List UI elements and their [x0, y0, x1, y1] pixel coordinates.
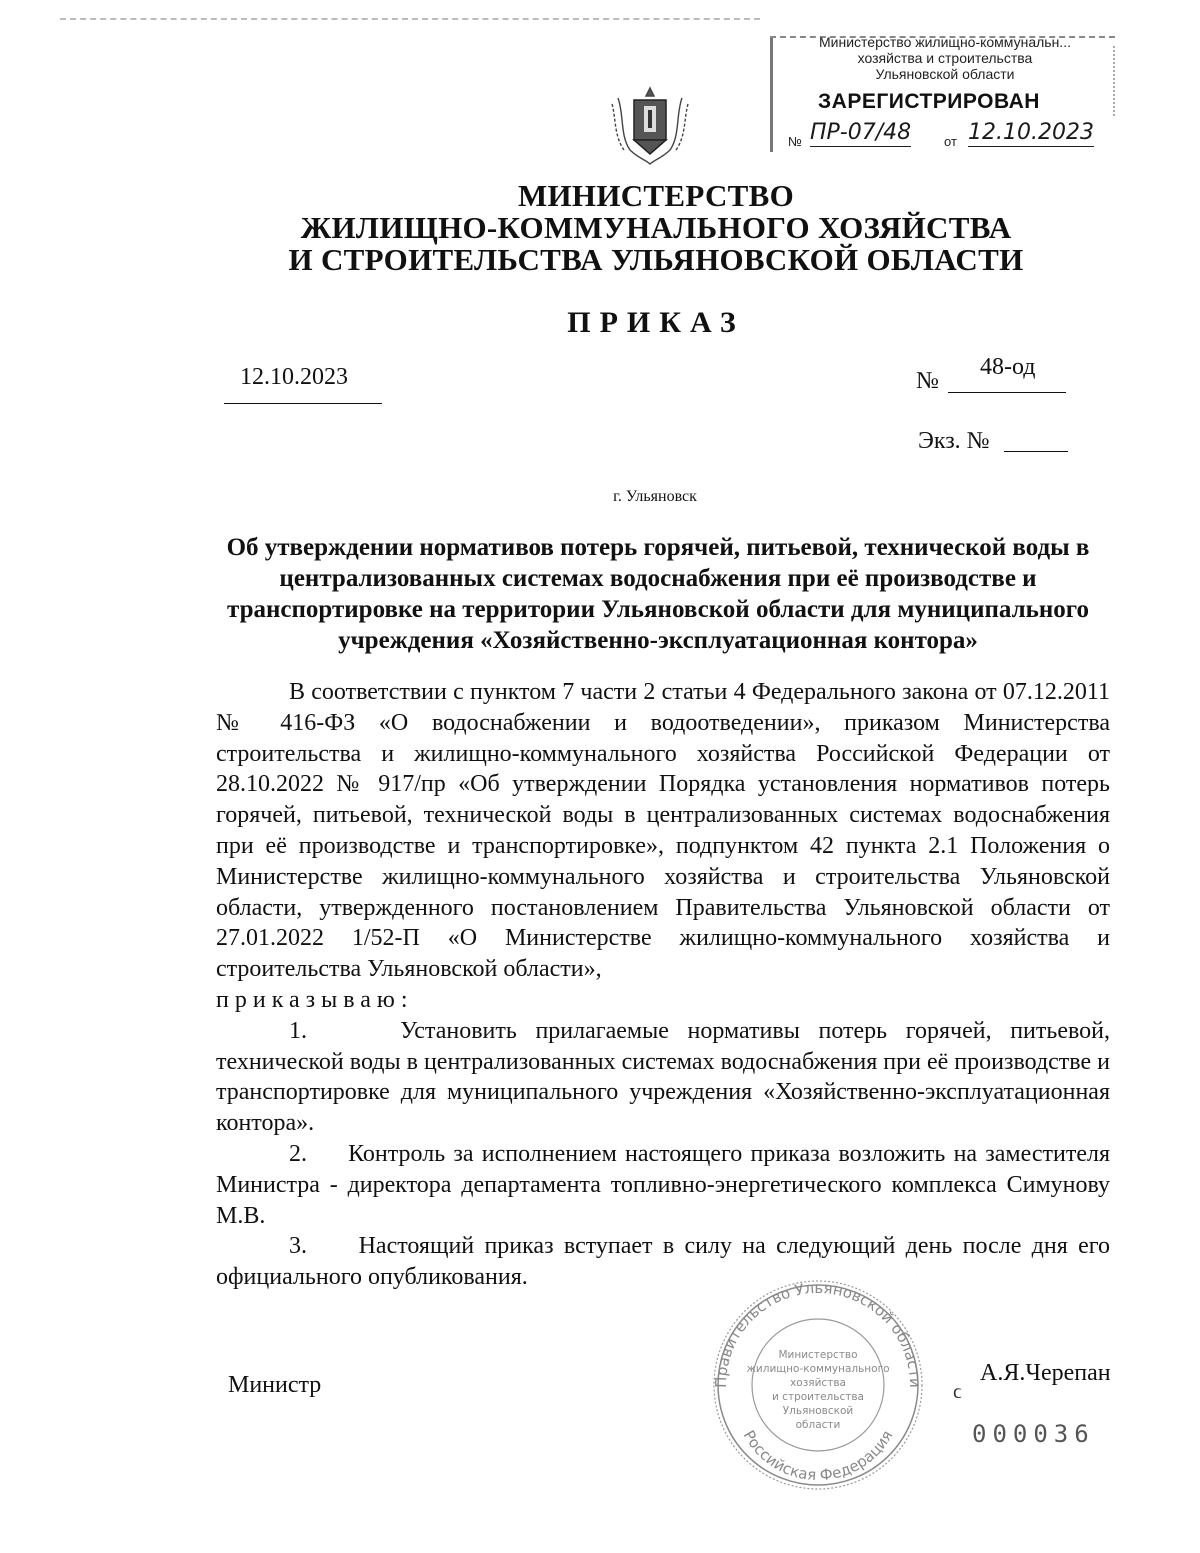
- official-seal: [704, 1276, 932, 1494]
- stamp-registered-title: ЗАРЕГИСТРИРОВАН: [818, 90, 1040, 113]
- stamp-frame-left: [770, 36, 773, 152]
- copy-number-label: Экз. №: [918, 428, 990, 454]
- document-type-title: ПРИКАЗ: [567, 306, 745, 339]
- order-item: [216, 1016, 1110, 1139]
- stamp-date-handwritten: 12.10.2023: [968, 120, 1094, 145]
- item-text: Установить прилагаемые нормативы потерь горячей, питьевой, технической воды в централизованных системах водоснабжения при её производстве и транспортировке для муниципального учреждения «Хозяйственно-эксплуатационная контора».: [216, 1017, 1110, 1137]
- signatory-position: Министр: [228, 1372, 322, 1398]
- stamp-date-label: от: [944, 134, 957, 149]
- signatory-name: А.Я.Черепан: [980, 1360, 1111, 1386]
- city-line: г. Ульяновск: [613, 488, 697, 505]
- stamp-ministry-line: Министерство жилищно-коммунальн...: [819, 34, 1071, 50]
- stamp-ministry-line: хозяйства и строительства: [857, 50, 1033, 66]
- stamp-number-label: №: [788, 134, 802, 149]
- order-date: 12.10.2023: [240, 364, 348, 390]
- ministry-heading-line: МИНИСТЕРСТВО: [517, 178, 795, 213]
- order-body: [216, 677, 1110, 1293]
- scan-edge-line: [60, 18, 760, 20]
- seal-inner-line: Ульяновской: [782, 1405, 854, 1417]
- order-title: Об утверждении нормативов потерь горячей, питьевой, технической воды в централизованных системах водоснабжения при её производстве и транспортировке на территории Ульяновской области для муниципального учреждения «Хозяйственно-эксплуатационная контора»: [226, 534, 1090, 654]
- order-item: [216, 1231, 1110, 1293]
- seal-inner-line: хозяйства: [790, 1377, 846, 1389]
- seal-inner-line: Министерство: [778, 1349, 858, 1361]
- seal-inner-line: области: [795, 1419, 841, 1431]
- ministry-heading-line: И СТРОИТЕЛЬСТВА УЛЬЯНОВСКОЙ ОБЛАСТИ: [288, 242, 1024, 277]
- seal-outer-top-text: Правительство Ульяновской области: [711, 1278, 925, 1389]
- stamp-frame-right: [1111, 46, 1115, 116]
- signature-mark: ϲ: [953, 1381, 962, 1403]
- stamp-number-handwritten: ПР-07/48: [810, 120, 912, 145]
- item-number: 3.: [289, 1233, 307, 1260]
- coat-of-arms-emblem: [606, 84, 694, 168]
- order-item: [216, 1139, 1110, 1231]
- item-number: 2.: [289, 1140, 307, 1167]
- registration-stamp: [770, 32, 1115, 154]
- seal-inner-line: жилищно-коммунального: [746, 1363, 890, 1375]
- preamble-text: В соответствии с пунктом 7 части 2 статьи 4 Федерального закона от 07.12.2011 № 416-ФЗ «О водоснабжении и водоотведении», приказом Министерства строительства и жилищно-коммунального хозяйства Российской Федерации от 28.10.2022 № 917/пр «Об утверждении Порядка установления нормативов потерь горячей, питьевой, технической воды в централизованных системах водоснабжения при её производстве и транспортировке», подпунктом 42 пункта 2.1 Положения о Министерстве жилищно-коммунального хозяйства и строительства Ульяновской области, утвержденного постановлением Правительства Ульяновской области от 27.01.2022 1/52-П «О Министерстве жилищно-коммунального хозяйства и строительства Ульяновской области»,: [216, 679, 1110, 983]
- order-number-label: №: [916, 368, 939, 394]
- item-text: Настоящий приказ вступает в силу на следующий день после дня его официального опубликования.: [216, 1233, 1110, 1291]
- seal-inner-line: и строительства: [772, 1391, 864, 1403]
- number-underline: [948, 392, 1066, 393]
- item-text: Контроль за исполнением настоящего приказа возложить на заместителя Министра - директора департамента топливно-энергетического комплекса Симунову М.В.: [216, 1140, 1111, 1229]
- order-word-paragraph: [216, 985, 1110, 1016]
- seal-outer-bottom-text: Российская Федерация: [739, 1427, 897, 1485]
- stamp-registration-row: [788, 120, 1108, 152]
- preamble-paragraph: [216, 677, 1110, 985]
- copy-number-underline: [1004, 451, 1068, 452]
- date-underline: [224, 403, 382, 404]
- item-number: 1.: [289, 1017, 307, 1044]
- order-number-value: 48-од: [980, 354, 1036, 380]
- order-word: приказываю:: [216, 986, 414, 1013]
- stamp-ministry-line: Ульяновской области: [875, 66, 1015, 82]
- ministry-heading-line: ЖИЛИЩНО-КОММУНАЛЬНОГО ХОЗЯЙСТВА: [300, 210, 1012, 245]
- serial-number: 000036: [972, 1420, 1095, 1448]
